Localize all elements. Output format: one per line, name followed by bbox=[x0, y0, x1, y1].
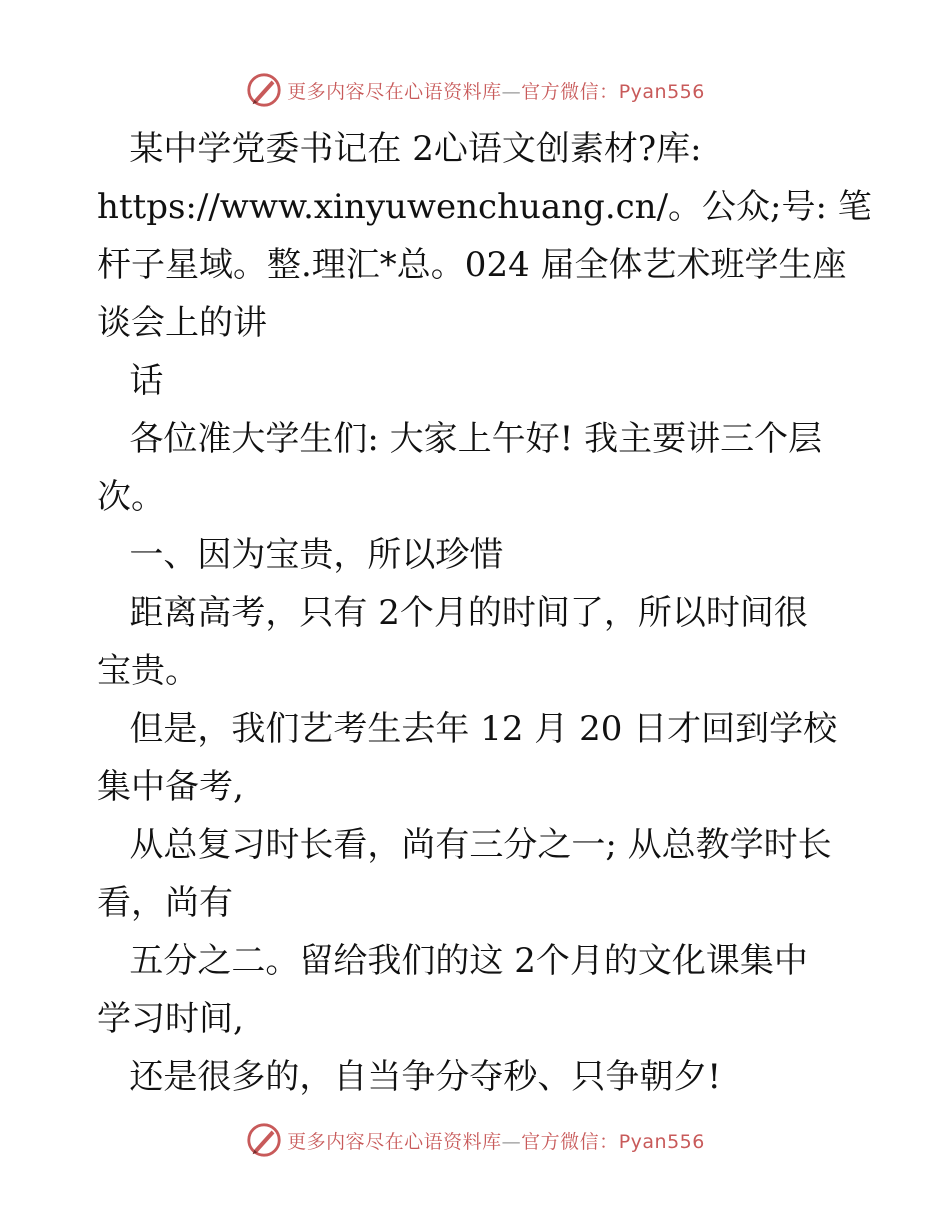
banner-text-group bbox=[287, 77, 705, 104]
text-line: 但是，我们艺考生去年 12 月 20 日才回到学校 bbox=[97, 709, 838, 749]
text-line: 某中学党委书记在 2心语文创素材?库: bbox=[97, 129, 702, 169]
text-line: 集中备考, bbox=[97, 767, 244, 807]
banner-wechat-label: 官方微信： bbox=[521, 80, 619, 103]
banner-text-group bbox=[287, 1127, 705, 1154]
banner-wechat-id: Pyan556 bbox=[618, 1130, 705, 1153]
text-line: 各位准大学生们: 大家上午好! 我主要讲三个层 bbox=[97, 419, 823, 459]
text-line: 杆子星域。整.理汇*总。024 届全体艺术班学生座 bbox=[97, 245, 847, 285]
document-body bbox=[97, 120, 872, 1106]
text-line: https://www.xinyuwenchuang.cn/。公众;号: 笔 bbox=[97, 187, 872, 227]
text-line: 学习时间, bbox=[97, 999, 244, 1039]
text-line: 一、因为宝贵，所以珍惜 bbox=[97, 535, 504, 575]
header-watermark-banner bbox=[0, 70, 950, 110]
pen-logo-icon bbox=[245, 1121, 283, 1159]
text-line: 从总复习时长看，尚有三分之一; 从总教学时长 bbox=[97, 825, 832, 865]
text-line: 看，尚有 bbox=[97, 883, 233, 923]
footer-watermark-banner bbox=[0, 1120, 950, 1160]
text-line: 五分之二。留给我们的这 2个月的文化课集中 bbox=[97, 941, 808, 981]
text-line: 谈会上的讲 bbox=[97, 303, 267, 343]
text-line: 还是很多的，自当争分夺秒、只争朝夕! bbox=[97, 1057, 722, 1097]
banner-text: 更多内容尽在心语资料库 bbox=[287, 80, 502, 103]
text-line: 次。 bbox=[97, 477, 165, 517]
banner-wechat-id: Pyan556 bbox=[618, 80, 705, 103]
banner-text: 更多内容尽在心语资料库 bbox=[287, 1130, 502, 1153]
text-line: 距离高考，只有 2个月的时间了，所以时间很 bbox=[97, 593, 808, 633]
banner-separator: — bbox=[501, 1130, 522, 1153]
banner-wechat-label: 官方微信： bbox=[521, 1130, 619, 1153]
banner-separator: — bbox=[501, 80, 522, 103]
text-line: 宝贵。 bbox=[97, 651, 199, 691]
text-line: 话 bbox=[97, 361, 164, 401]
pen-logo-icon bbox=[245, 71, 283, 109]
